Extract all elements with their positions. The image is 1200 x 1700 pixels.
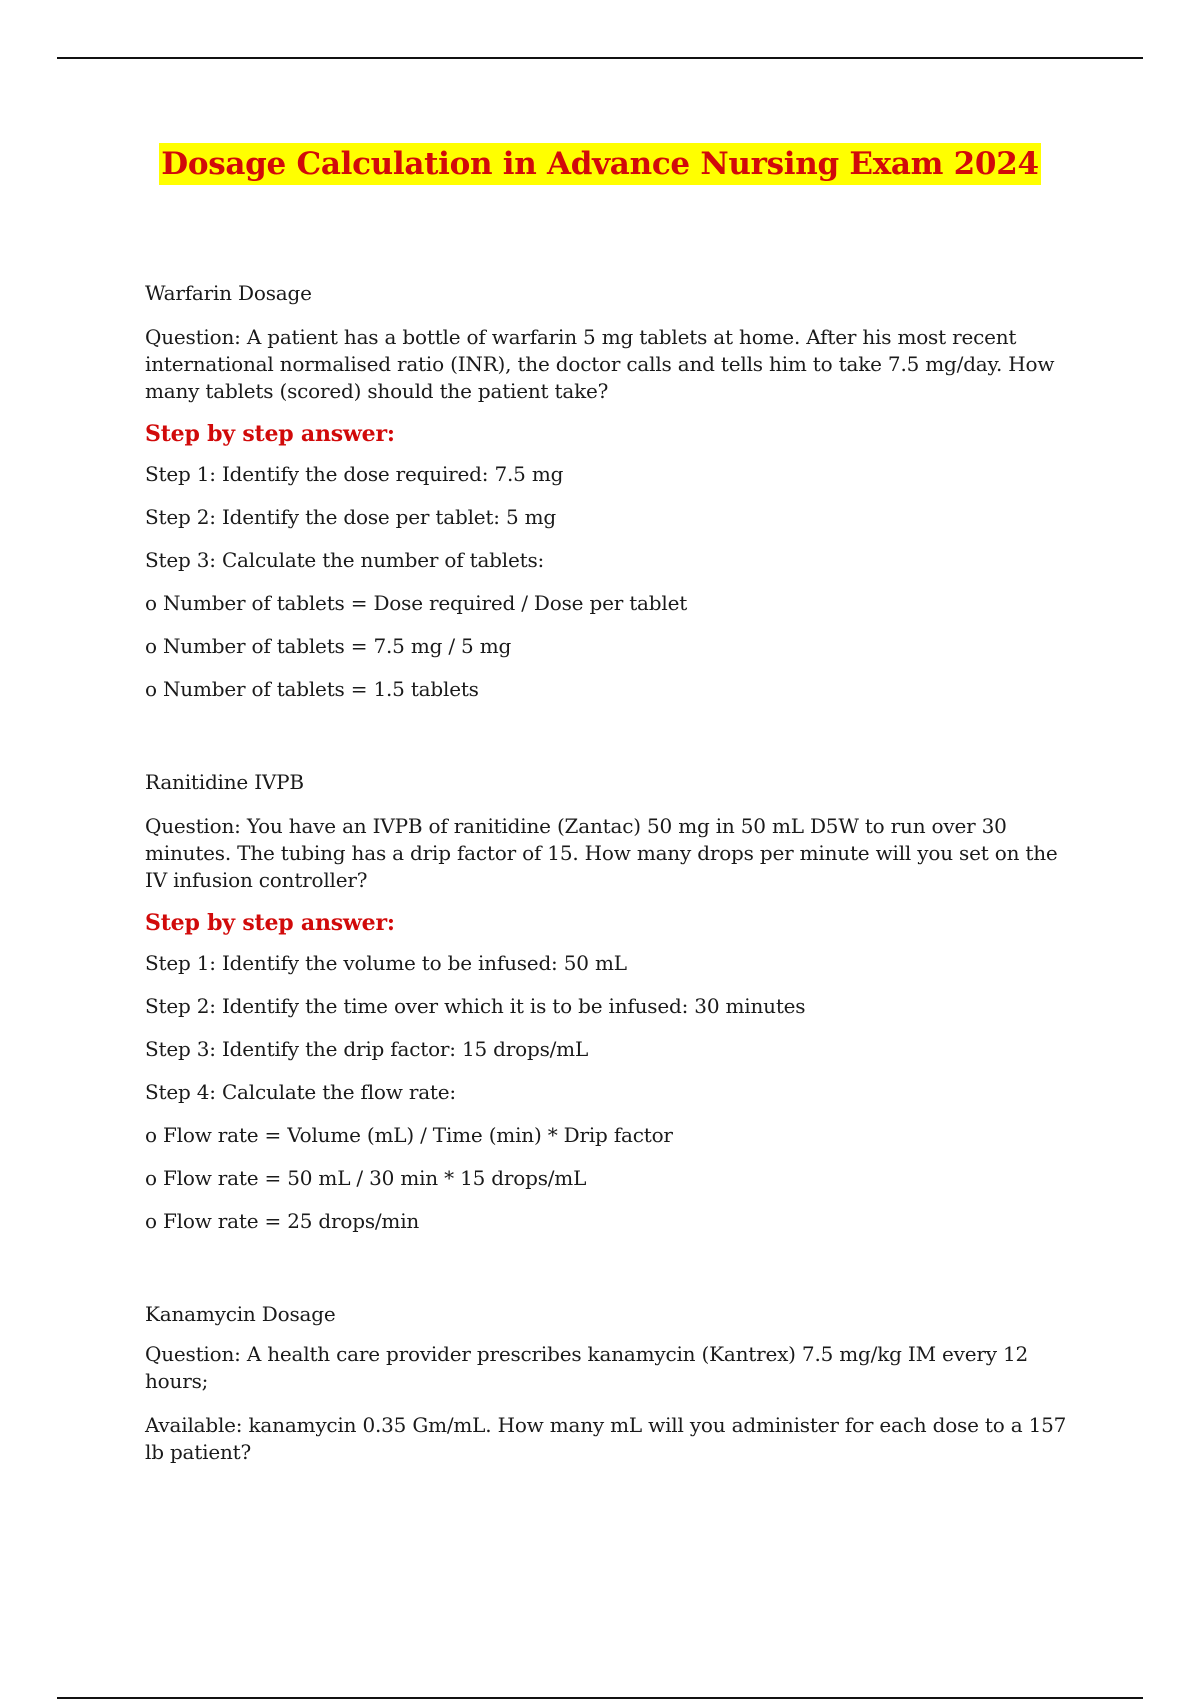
document-body <box>145 280 1085 1480</box>
step-line: o Flow rate = 50 mL / 30 min * 15 drops/mL <box>145 1166 587 1190</box>
section-heading: Warfarin Dosage <box>145 281 312 305</box>
step-line: Step 3: Identify the drip factor: 15 drops/mL <box>145 1037 589 1061</box>
answer-heading: Step by step answer: <box>145 421 395 447</box>
answer-heading: Step by step answer: <box>145 910 395 936</box>
step-line: Step 2: Identify the time over which it is to be infused: 30 minutes <box>145 994 806 1018</box>
section-warfarin <box>145 280 1085 703</box>
section-heading: Kanamycin Dosage <box>145 1302 336 1326</box>
question-text-continued: Available: kanamycin 0.35 Gm/mL. How many mL will you administer for each dose to a 157 lb patient? <box>145 1413 1067 1464</box>
step-line: Step 2: Identify the dose per tablet: 5 mg <box>145 505 557 529</box>
step-line: o Number of tablets = 7.5 mg / 5 mg <box>145 634 512 658</box>
step-line: Step 1: Identify the dose required: 7.5 mg <box>145 462 564 486</box>
section-ranitidine <box>145 769 1085 1235</box>
step-line: Step 4: Calculate the flow rate: <box>145 1080 456 1104</box>
step-list <box>145 461 1085 703</box>
step-line: Step 1: Identify the volume to be infused: 50 mL <box>145 951 627 975</box>
title-block <box>0 143 1200 185</box>
page-title: Dosage Calculation in Advance Nursing Exam 2024 <box>159 143 1040 185</box>
section-kanamycin <box>145 1301 1085 1466</box>
question-text: Question: A patient has a bottle of warfarin 5 mg tablets at home. After his most recent international normalised ratio (INR), the doctor calls and tells him to take 7.5 mg/day. How many tablets (scored) should the patient take? <box>145 325 1055 403</box>
step-line: o Number of tablets = 1.5 tablets <box>145 677 479 701</box>
step-line: o Flow rate = 25 drops/min <box>145 1209 420 1233</box>
step-line: o Flow rate = Volume (mL) / Time (min) * Drip factor <box>145 1123 673 1147</box>
section-heading: Ranitidine IVPB <box>145 770 304 794</box>
step-list <box>145 950 1085 1235</box>
question-text: Question: A health care provider prescribes kanamycin (Kantrex) 7.5 mg/kg IM every 12 hours; <box>145 1342 1029 1393</box>
step-line: Step 3: Calculate the number of tablets: <box>145 548 545 572</box>
question-text: Question: You have an IVPB of ranitidine (Zantac) 50 mg in 50 mL D5W to run over 30 minutes. The tubing has a drip factor of 15. How many drops per minute will you set on the IV infusion controller? <box>145 814 1058 892</box>
bottom-rule <box>57 1697 1143 1699</box>
top-rule <box>57 57 1143 59</box>
step-line: o Number of tablets = Dose required / Dose per tablet <box>145 591 688 615</box>
